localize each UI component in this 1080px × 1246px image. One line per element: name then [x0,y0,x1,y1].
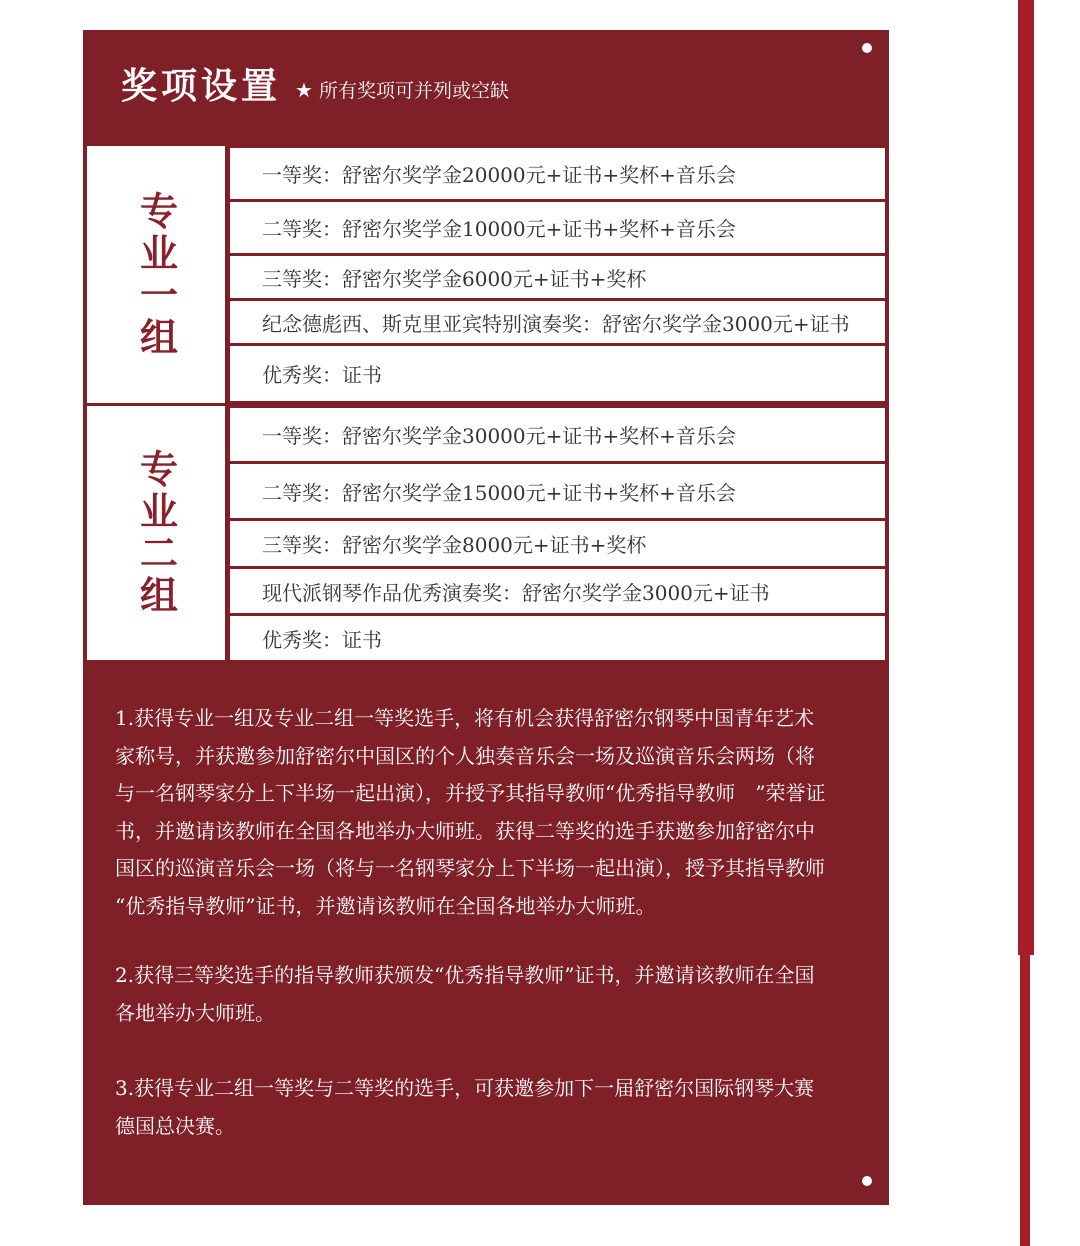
award-row: 三等奖：舒密尔奖学金6000元+证书+奖杯 [230,256,885,298]
note-line: 2.获得三等奖选手的指导教师获颁发“优秀指导教师”证书，并邀请该教师在全国 [115,963,815,987]
award-group [87,146,889,403]
group-label [87,406,225,660]
note-line: 家称号，并获邀参加舒密尔中国区的个人独奏音乐会一场及巡演音乐会两场（将 [115,743,815,768]
note-line: 书，并邀请该教师在全国各地举办大师班。获得二等奖的选手获邀参加舒密尔中 [115,818,815,843]
note-line: 各地举办大师班。 [115,1000,275,1025]
note-line: 1.获得专业一组及专业二组一等奖选手，将有机会获得舒密尔钢琴中国青年艺术 [115,706,815,730]
note-line: 与一名钢琴家分上下半场一起出演），并授予其指导教师“优秀指导教师 ”荣誉证 [115,781,826,806]
award-row: 二等奖：舒密尔奖学金10000元+证书+奖杯+音乐会 [230,202,885,253]
award-row: 优秀奖：证书 [230,616,885,660]
award-row: 一等奖：舒密尔奖学金30000元+证书+奖杯+音乐会 [230,408,885,461]
group-label-text: 专业二组 [133,449,179,617]
awards-card [83,30,889,1205]
award-group [87,406,889,660]
card-title: 奖项设置 [121,65,282,107]
note-line: “优秀指导教师”证书，并邀请该教师在全国各地举办大师班。 [115,893,656,918]
title-note-text: 所有奖项可并列或空缺 [318,80,509,102]
corner-dot-icon [862,43,872,53]
award-row: 三等奖：舒密尔奖学金8000元+证书+奖杯 [230,521,885,566]
note-line: 德国总决赛。 [115,1113,235,1138]
awards-table [87,146,889,660]
note-paragraph-1 [115,700,825,926]
decorative-side-bar-lower [1020,955,1030,1246]
group-label [87,146,225,403]
note-paragraph-3 [115,1070,814,1145]
award-row: 一等奖：舒密尔奖学金20000元+证书+奖杯+音乐会 [230,148,885,199]
award-row: 优秀奖：证书 [230,346,885,401]
decorative-side-bar [1018,0,1034,955]
note-paragraph-2 [115,957,815,1032]
title-note [295,76,509,103]
award-row: 纪念德彪西、斯克里亚宾特别演奏奖：舒密尔奖学金3000元+证书 [230,301,885,343]
star-icon: ★ [295,78,313,102]
corner-dot-icon [862,1176,872,1186]
award-row: 二等奖：舒密尔奖学金15000元+证书+奖杯+音乐会 [230,464,885,518]
note-line: 国区的巡演音乐会一场（将与一名钢琴家分上下半场一起出演），授予其指导教师 [115,856,825,881]
group-label-text: 专业一组 [133,190,179,359]
award-row: 现代派钢琴作品优秀演奏奖：舒密尔奖学金3000元+证书 [230,569,885,613]
note-line: 3.获得专业二组一等奖与二等奖的选手，可获邀参加下一届舒密尔国际钢琴大赛 [115,1076,815,1100]
